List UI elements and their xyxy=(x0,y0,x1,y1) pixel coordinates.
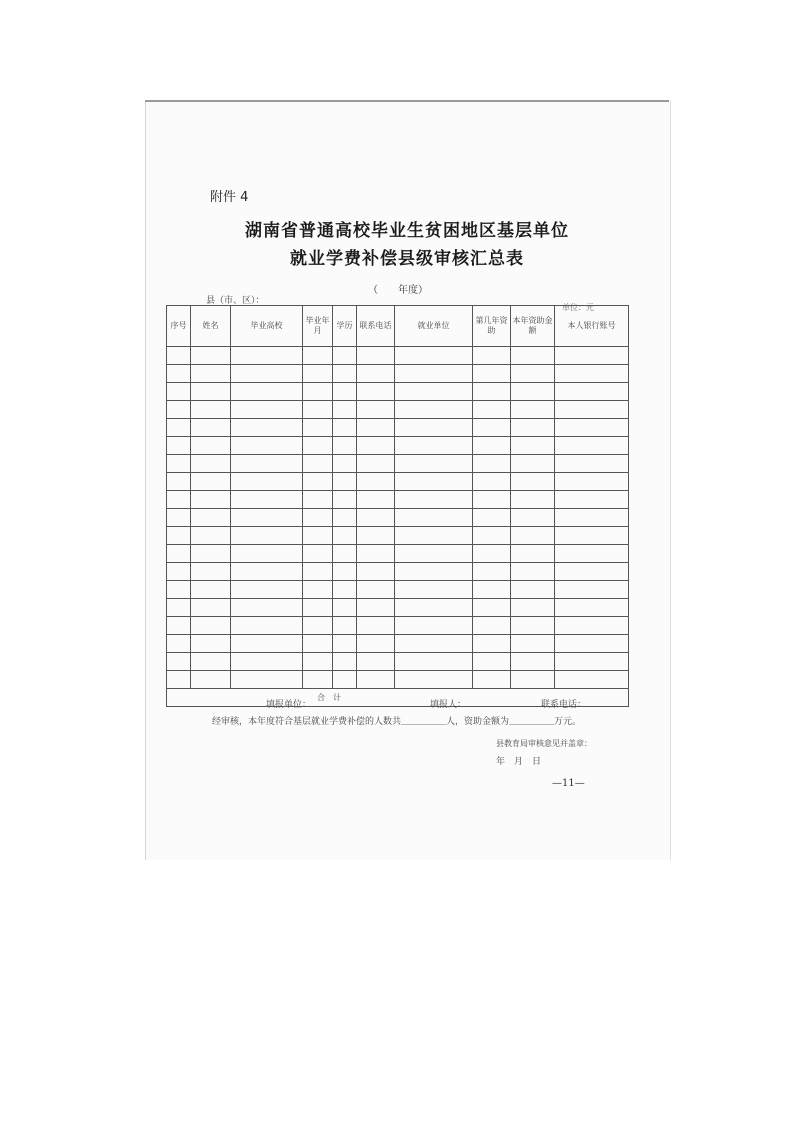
table-row xyxy=(167,365,629,383)
table-cell xyxy=(231,563,303,581)
table-cell xyxy=(511,653,555,671)
table-row xyxy=(167,473,629,491)
table-cell xyxy=(333,455,357,473)
table-cell xyxy=(473,455,511,473)
table-cell xyxy=(395,365,473,383)
table-cell xyxy=(511,671,555,689)
table-cell xyxy=(511,581,555,599)
table-cell xyxy=(473,653,511,671)
table-cell xyxy=(357,653,395,671)
table-cell xyxy=(511,491,555,509)
table-cell xyxy=(191,617,231,635)
header-employer: 就业单位 xyxy=(395,306,473,347)
table-cell xyxy=(191,653,231,671)
table-cell xyxy=(231,527,303,545)
table-row xyxy=(167,545,629,563)
table-cell xyxy=(303,437,333,455)
table-cell xyxy=(231,635,303,653)
table-cell xyxy=(191,401,231,419)
table-cell xyxy=(555,545,629,563)
table-cell xyxy=(555,401,629,419)
table-row xyxy=(167,635,629,653)
table-cell xyxy=(333,563,357,581)
table-cell xyxy=(395,545,473,563)
table-cell xyxy=(231,581,303,599)
table-cell xyxy=(357,509,395,527)
table-cell xyxy=(555,509,629,527)
header-degree: 学历 xyxy=(333,306,357,347)
table-cell xyxy=(511,437,555,455)
table-cell xyxy=(357,401,395,419)
table-cell xyxy=(303,635,333,653)
table-cell xyxy=(473,527,511,545)
table-row xyxy=(167,347,629,365)
table-cell xyxy=(395,437,473,455)
header-year-index: 第几年资助 xyxy=(473,306,511,347)
table-cell xyxy=(191,581,231,599)
table-cell xyxy=(333,509,357,527)
table-row xyxy=(167,581,629,599)
table-cell xyxy=(303,365,333,383)
fill-unit-label: 填报单位： xyxy=(266,700,312,710)
table-cell xyxy=(191,563,231,581)
table-cell xyxy=(473,365,511,383)
table-cell xyxy=(333,383,357,401)
title-line-1: 湖南省普通高校毕业生贫困地区基层单位 xyxy=(245,221,569,241)
table-cell xyxy=(167,347,191,365)
table-cell xyxy=(333,437,357,455)
table-cell xyxy=(167,383,191,401)
table-cell xyxy=(167,599,191,617)
table-cell xyxy=(231,491,303,509)
table-cell xyxy=(191,509,231,527)
table-cell xyxy=(167,635,191,653)
table-cell xyxy=(303,671,333,689)
table-cell xyxy=(555,527,629,545)
table-row xyxy=(167,617,629,635)
table-cell xyxy=(167,491,191,509)
table-cell xyxy=(357,419,395,437)
table-cell xyxy=(231,599,303,617)
table-cell xyxy=(303,527,333,545)
table-cell xyxy=(303,563,333,581)
table-row xyxy=(167,401,629,419)
table-cell xyxy=(231,347,303,365)
table-cell xyxy=(555,473,629,491)
table-cell xyxy=(333,635,357,653)
table-cell xyxy=(167,653,191,671)
table-cell xyxy=(357,563,395,581)
table-row xyxy=(167,419,629,437)
table-cell xyxy=(333,365,357,383)
table-cell xyxy=(473,437,511,455)
table-cell xyxy=(357,671,395,689)
table-cell xyxy=(395,509,473,527)
table-cell xyxy=(167,671,191,689)
table-cell xyxy=(555,419,629,437)
table-cell xyxy=(395,383,473,401)
table-cell xyxy=(167,455,191,473)
table-cell xyxy=(555,563,629,581)
scan-edge xyxy=(145,100,669,102)
table-cell xyxy=(555,617,629,635)
table-cell xyxy=(333,347,357,365)
table-cell xyxy=(303,509,333,527)
table-cell xyxy=(357,617,395,635)
table-cell xyxy=(395,617,473,635)
table-cell xyxy=(357,635,395,653)
table-cell xyxy=(333,401,357,419)
table-cell xyxy=(167,563,191,581)
table-cell xyxy=(473,617,511,635)
table-cell xyxy=(167,365,191,383)
table-cell xyxy=(511,563,555,581)
table-cell xyxy=(473,491,511,509)
attachment-label: 附件 4 xyxy=(210,190,249,205)
table-row xyxy=(167,653,629,671)
table-row xyxy=(167,383,629,401)
table-row xyxy=(167,527,629,545)
header-grad-date: 毕业年月 xyxy=(303,306,333,347)
table-cell xyxy=(395,401,473,419)
table-cell xyxy=(333,599,357,617)
table-cell xyxy=(303,401,333,419)
table-cell xyxy=(333,545,357,563)
table-cell xyxy=(395,581,473,599)
table-cell xyxy=(167,527,191,545)
table-cell xyxy=(231,509,303,527)
table-cell xyxy=(191,473,231,491)
table-cell xyxy=(333,617,357,635)
table-cell xyxy=(473,401,511,419)
table-cell xyxy=(395,635,473,653)
table-cell xyxy=(357,383,395,401)
table-row xyxy=(167,455,629,473)
table-cell xyxy=(231,617,303,635)
table-cell xyxy=(303,599,333,617)
table-cell xyxy=(231,653,303,671)
table-cell xyxy=(473,671,511,689)
table-cell xyxy=(231,383,303,401)
table-cell xyxy=(303,383,333,401)
table-cell xyxy=(555,581,629,599)
table-cell xyxy=(303,617,333,635)
table-cell xyxy=(191,437,231,455)
table-cell xyxy=(303,653,333,671)
table-row xyxy=(167,671,629,689)
table-cell xyxy=(395,527,473,545)
table-cell xyxy=(333,671,357,689)
table-cell xyxy=(555,437,629,455)
table-cell xyxy=(303,347,333,365)
table-cell xyxy=(473,581,511,599)
table-cell xyxy=(357,437,395,455)
table-cell xyxy=(191,671,231,689)
table-cell xyxy=(511,509,555,527)
table-cell xyxy=(473,563,511,581)
table-cell xyxy=(191,383,231,401)
table-cell xyxy=(167,545,191,563)
table-cell xyxy=(333,581,357,599)
table-cell xyxy=(357,491,395,509)
table-cell xyxy=(555,491,629,509)
approval-label: 县教育局审核意见并盖章： xyxy=(496,739,592,748)
table-cell xyxy=(555,365,629,383)
header-bank-account: 本人银行账号 xyxy=(555,306,629,347)
table-cell xyxy=(511,365,555,383)
table-cell xyxy=(231,419,303,437)
table-cell xyxy=(357,347,395,365)
table-cell xyxy=(303,491,333,509)
table-cell xyxy=(357,599,395,617)
table-cell xyxy=(395,491,473,509)
table-cell xyxy=(473,473,511,491)
table-cell xyxy=(511,635,555,653)
table-cell xyxy=(555,347,629,365)
table-cell xyxy=(473,599,511,617)
table-cell xyxy=(167,617,191,635)
filler-label: 填报人： xyxy=(430,700,467,710)
title-line-2: 就业学费补偿县级审核汇总表 xyxy=(290,249,524,269)
table-cell xyxy=(303,419,333,437)
page-number: —11— xyxy=(552,778,585,789)
table-cell xyxy=(511,401,555,419)
table-cell xyxy=(231,401,303,419)
table-row xyxy=(167,509,629,527)
table-cell xyxy=(333,419,357,437)
table-cell xyxy=(191,419,231,437)
table-cell xyxy=(511,599,555,617)
header-name: 姓名 xyxy=(191,306,231,347)
table-cell xyxy=(357,581,395,599)
table-cell xyxy=(333,653,357,671)
table-cell xyxy=(303,455,333,473)
table-cell xyxy=(511,419,555,437)
table-cell xyxy=(395,455,473,473)
total-label: 合 计 xyxy=(167,689,629,707)
table-row xyxy=(167,437,629,455)
table-cell xyxy=(167,437,191,455)
table-cell xyxy=(303,545,333,563)
date-label: 年 月 日 xyxy=(496,757,542,767)
table-cell xyxy=(511,455,555,473)
header-phone: 联系电话 xyxy=(357,306,395,347)
table-cell xyxy=(511,347,555,365)
table-cell xyxy=(231,365,303,383)
table-cell xyxy=(231,671,303,689)
table-cell xyxy=(357,473,395,491)
table-cell xyxy=(395,599,473,617)
table-cell xyxy=(511,617,555,635)
table-cell xyxy=(357,545,395,563)
table-cell xyxy=(395,671,473,689)
table-cell xyxy=(395,419,473,437)
header-school: 毕业高校 xyxy=(231,306,303,347)
table-cell xyxy=(357,455,395,473)
table-cell xyxy=(473,383,511,401)
table-cell xyxy=(357,527,395,545)
table-cell xyxy=(191,455,231,473)
table-cell xyxy=(395,347,473,365)
table-cell xyxy=(191,635,231,653)
table-cell xyxy=(333,491,357,509)
table-header-row xyxy=(167,306,629,347)
table-cell xyxy=(555,599,629,617)
header-seq: 序号 xyxy=(167,306,191,347)
table-cell xyxy=(395,473,473,491)
table-row xyxy=(167,599,629,617)
table-cell xyxy=(511,473,555,491)
table-cell xyxy=(473,509,511,527)
phone-label: 联系电话： xyxy=(541,700,587,710)
table-row xyxy=(167,491,629,509)
table-cell xyxy=(167,401,191,419)
summary-table xyxy=(166,305,629,707)
table-cell xyxy=(473,545,511,563)
review-statement: 经审核，本年度符合基层就业学费补偿的人数共＿＿＿＿＿人，资助金额为＿＿＿＿＿万元。 xyxy=(212,717,582,727)
table-cell xyxy=(473,347,511,365)
table-cell xyxy=(511,527,555,545)
table-cell xyxy=(231,455,303,473)
table-cell xyxy=(191,491,231,509)
table-cell xyxy=(555,383,629,401)
table-cell xyxy=(555,635,629,653)
table-cell xyxy=(191,365,231,383)
table-cell xyxy=(473,419,511,437)
table-cell xyxy=(231,473,303,491)
table-cell xyxy=(511,383,555,401)
table-cell xyxy=(191,545,231,563)
table-cell xyxy=(473,635,511,653)
table-cell xyxy=(167,581,191,599)
table-cell xyxy=(333,473,357,491)
table-cell xyxy=(357,365,395,383)
table-cell xyxy=(303,473,333,491)
table-cell xyxy=(231,437,303,455)
unit-label: 单位：元 xyxy=(562,303,594,312)
year-label: （ 年度） xyxy=(368,285,428,296)
table-cell xyxy=(555,671,629,689)
county-label: 县（市、区）： xyxy=(206,296,265,306)
table-body xyxy=(167,347,629,707)
table-cell xyxy=(511,545,555,563)
header-amount: 本年资助金额 xyxy=(511,306,555,347)
table-cell xyxy=(395,653,473,671)
table-row xyxy=(167,563,629,581)
table-cell xyxy=(167,509,191,527)
table-cell xyxy=(333,527,357,545)
table-cell xyxy=(191,527,231,545)
table-cell xyxy=(167,473,191,491)
table-cell xyxy=(231,545,303,563)
table-cell xyxy=(395,563,473,581)
table-cell xyxy=(191,599,231,617)
table-cell xyxy=(555,455,629,473)
table-cell xyxy=(191,347,231,365)
table-cell xyxy=(303,581,333,599)
table-cell xyxy=(555,653,629,671)
table-cell xyxy=(167,419,191,437)
